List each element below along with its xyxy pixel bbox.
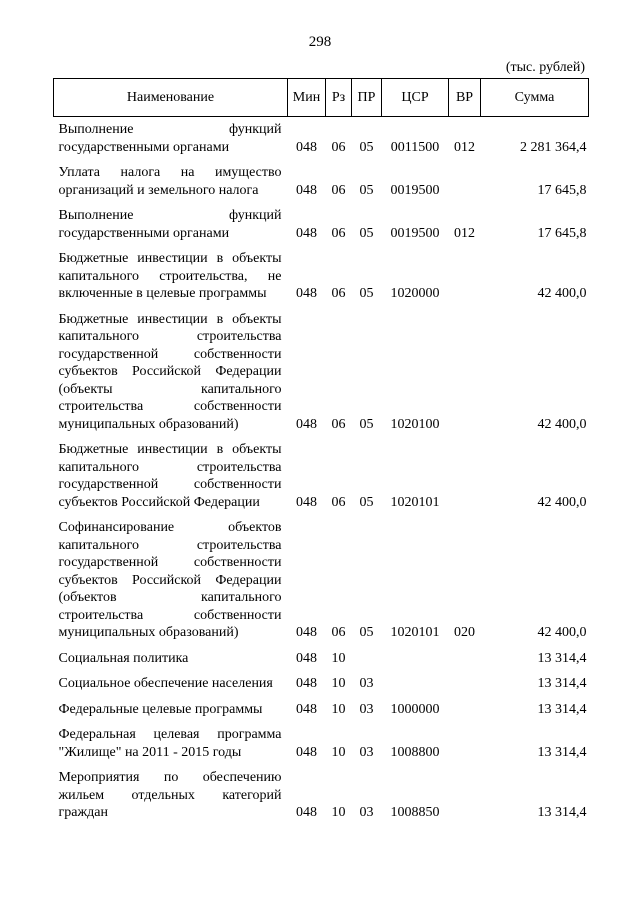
- row-sum: 13 314,4: [537, 650, 587, 666]
- row-min: 048: [296, 701, 317, 717]
- row-min: 048: [296, 416, 317, 432]
- table-header-row: [54, 79, 589, 117]
- page-number: 298: [308, 34, 332, 50]
- row-vr: [449, 242, 481, 303]
- row-name: Выполнение функций государственными органами: [58, 208, 282, 241]
- row-vr: [449, 433, 481, 511]
- table-row: [54, 303, 589, 434]
- row-pr: 03: [359, 805, 374, 820]
- row-vr: [449, 718, 481, 761]
- row-sum: 13 314,4: [537, 676, 587, 691]
- row-csr: 1008850: [390, 805, 440, 820]
- table-row: [54, 117, 589, 157]
- row-rz: 10: [331, 701, 346, 717]
- row-name: Бюджетные инвестиции в объекты капитального строительства государственной собственности субъектов Российской Федерации (объекты капитального строительства собственности муниципальных образований): [58, 311, 282, 432]
- row-pr: 03: [359, 701, 374, 717]
- row-csr: 1000000: [390, 701, 440, 717]
- row-min: 048: [296, 182, 317, 198]
- row-vr: [449, 693, 481, 719]
- row-sum: 2 281 364,4: [520, 139, 587, 155]
- row-rz: 10: [331, 676, 346, 691]
- row-pr: 05: [359, 182, 374, 198]
- row-name: Уплата налога на имущество организаций и земельного налога: [58, 165, 282, 198]
- row-sum: 13 314,4: [537, 701, 587, 717]
- table-row: [54, 156, 589, 199]
- row-pr: 05: [359, 494, 374, 510]
- table-row: [54, 511, 589, 642]
- header-rz: Рз: [326, 79, 352, 117]
- table-row: [54, 761, 589, 822]
- row-min: 048: [296, 676, 317, 691]
- row-vr: 020: [454, 625, 475, 640]
- row-name: Софинансирование объектов капитального строительства государственной собственности субъектов Российской Федерации (объектов капитального строительства собственности муниципальных образований): [58, 520, 282, 640]
- table-row: [54, 693, 589, 719]
- row-rz: 06: [331, 625, 346, 640]
- row-name: Мероприятия по обеспечению жильем отдельных категорий граждан: [58, 770, 282, 820]
- table-row: [54, 667, 589, 693]
- row-sum: 13 314,4: [537, 805, 587, 820]
- row-sum: 17 645,8: [537, 182, 587, 198]
- row-min: 048: [296, 225, 317, 241]
- row-rz: 10: [331, 650, 346, 666]
- row-sum: 42 400,0: [537, 416, 587, 432]
- row-pr: 05: [359, 225, 374, 241]
- row-name: Выполнение функций государственными органами: [58, 122, 282, 155]
- row-rz: 06: [331, 182, 346, 198]
- row-name: Федеральная целевая программа "Жилище" на 2011 - 2015 годы: [58, 727, 282, 760]
- row-sum: 13 314,4: [537, 744, 587, 760]
- header-pr: ПР: [352, 79, 382, 117]
- row-csr: 1020000: [390, 286, 440, 301]
- row-pr: 05: [359, 416, 374, 432]
- row-csr: [382, 642, 449, 668]
- header-sum: Сумма: [481, 79, 589, 117]
- table-row: [54, 642, 589, 668]
- row-rz: 06: [331, 494, 346, 510]
- row-name: Федеральные целевые программы: [58, 701, 263, 717]
- table-row: [54, 718, 589, 761]
- row-pr: [352, 642, 382, 668]
- row-min: 048: [296, 139, 317, 155]
- row-sum: 42 400,0: [537, 286, 587, 301]
- row-min: 048: [296, 650, 317, 666]
- row-csr: 1020101: [390, 625, 440, 640]
- table-row: [54, 199, 589, 242]
- row-csr: 0019500: [390, 225, 440, 241]
- row-min: 048: [296, 625, 317, 640]
- row-rz: 06: [331, 225, 346, 241]
- row-vr: 012: [454, 225, 475, 241]
- row-vr: [449, 156, 481, 199]
- row-min: 048: [296, 805, 317, 820]
- row-rz: 06: [331, 286, 346, 301]
- row-vr: [449, 642, 481, 668]
- row-csr: 1020100: [390, 416, 440, 432]
- row-csr: 0011500: [390, 139, 440, 155]
- row-rz: 10: [331, 805, 346, 820]
- row-vr: 012: [454, 139, 475, 155]
- row-csr: 1020101: [390, 494, 440, 510]
- row-name: Бюджетные инвестиции в объекты капитального строительства государственной собственности субъектов Российской Федерации: [58, 442, 282, 510]
- row-rz: 10: [331, 744, 346, 760]
- row-pr: 03: [359, 744, 374, 760]
- row-pr: 05: [359, 139, 374, 155]
- row-min: 048: [296, 286, 317, 301]
- table-row: [54, 433, 589, 511]
- row-csr: 1008800: [390, 744, 440, 760]
- row-name: Социальная политика: [58, 650, 189, 666]
- row-rz: 06: [331, 416, 346, 432]
- header-csr: ЦСР: [382, 79, 449, 117]
- units-label: (тыс. рублей): [505, 60, 585, 75]
- table-row: [54, 242, 589, 303]
- row-vr: [449, 667, 481, 693]
- row-name: Социальное обеспечение населения: [58, 676, 273, 691]
- row-sum: 17 645,8: [537, 225, 587, 241]
- row-vr: [449, 303, 481, 434]
- budget-table: [53, 78, 589, 822]
- row-pr: 05: [359, 286, 374, 301]
- row-min: 048: [296, 494, 317, 510]
- row-vr: [449, 761, 481, 822]
- row-sum: 42 400,0: [537, 494, 587, 510]
- row-pr: 05: [359, 625, 374, 640]
- row-pr: 03: [359, 676, 374, 691]
- row-min: 048: [296, 744, 317, 760]
- row-csr: [382, 667, 449, 693]
- row-csr: 0019500: [390, 182, 440, 198]
- header-min: Мин: [288, 79, 326, 117]
- row-sum: 42 400,0: [537, 625, 587, 640]
- row-name: Бюджетные инвестиции в объекты капитального строительства, не включенные в целевые программы: [58, 251, 282, 301]
- header-name: Наименование: [54, 79, 288, 117]
- row-rz: 06: [331, 139, 346, 155]
- header-vr: ВР: [449, 79, 481, 117]
